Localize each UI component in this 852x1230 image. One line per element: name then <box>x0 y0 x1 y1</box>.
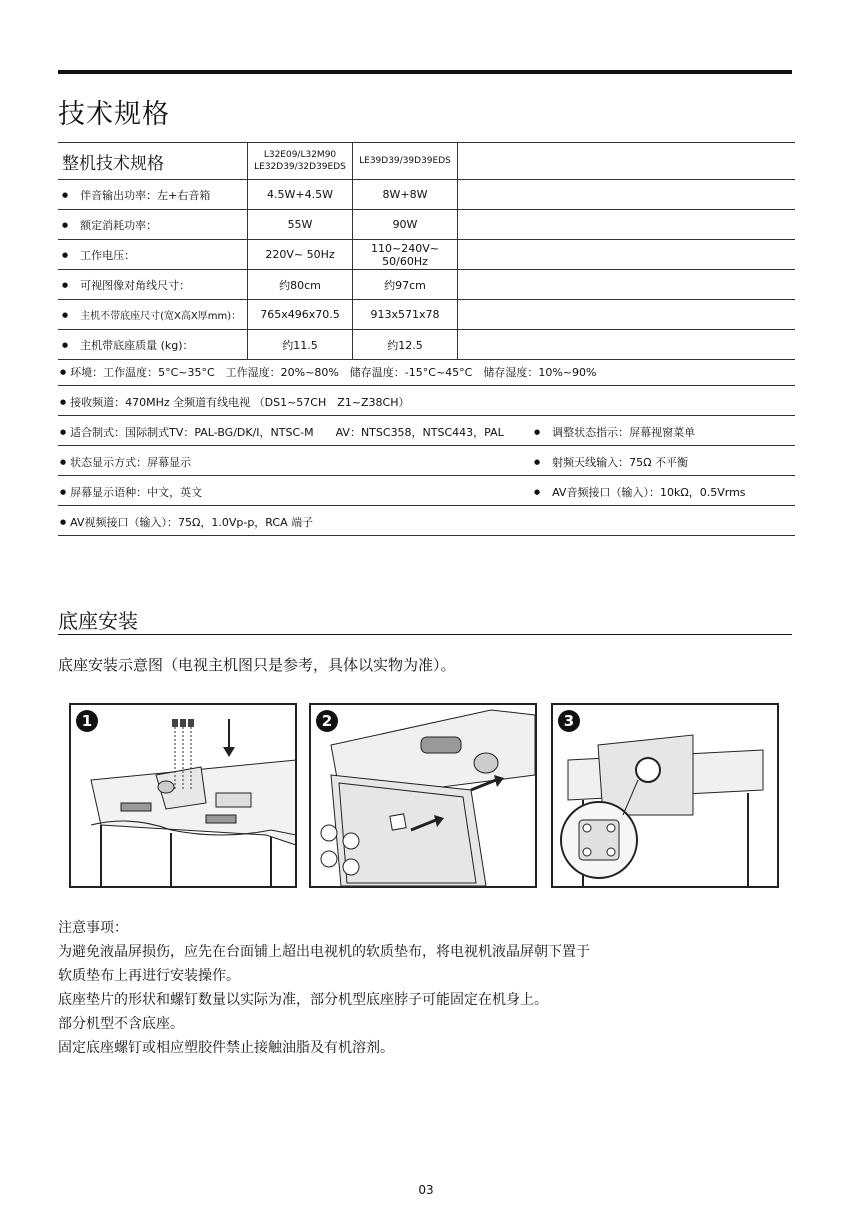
general-spec-row <box>58 506 795 536</box>
spec-label: ● 主机带底座质量 (kg)： <box>58 330 248 360</box>
top-rule <box>58 70 792 74</box>
general-spec-text: ● 屏幕显示语种：中文，英文 <box>60 484 202 500</box>
note-line: 固定底座螺钉或相应塑胶件禁止接触油脂及有机溶剂。 <box>58 1040 394 1056</box>
spec-value-b: 约97cm <box>353 270 458 300</box>
tv-back-detail-illustration <box>553 705 777 886</box>
tv-neck-screws-illustration <box>311 705 535 886</box>
spec-value-a: 约80cm <box>248 270 353 300</box>
spec-label: ● 额定消耗功率： <box>58 210 248 240</box>
spec-row <box>58 270 795 300</box>
page-title: 技术规格 <box>58 99 170 130</box>
spec-label: ● 伴音输出功率：左+右音箱 <box>58 180 248 210</box>
spec-row <box>58 330 795 360</box>
general-spec-text-right: ● 射频天线输入：75Ω 不平衡 <box>534 454 688 470</box>
spec-value-a: 4.5W+4.5W <box>248 180 353 210</box>
step-number-badge: 2 <box>316 710 338 732</box>
general-spec-text: ● 状态显示方式：屏幕显示 <box>60 454 191 470</box>
section-caption: 底座安装示意图（电视主机图只是参考，具体以实物为准）。 <box>58 656 456 674</box>
spec-row <box>58 240 795 270</box>
spec-label: ● 主机不带底座尺寸(宽X高X厚mm)： <box>58 300 248 330</box>
general-spec-text-right: ● 调整状态指示：屏幕视窗菜单 <box>534 424 695 440</box>
general-spec-text: ● 接收频道：470MHz 全频道有线电视 （DS1~57CH Z1~Z38CH） <box>60 394 410 410</box>
spec-row <box>58 300 795 330</box>
spec-row <box>58 180 795 210</box>
step-1-illustration <box>69 703 297 888</box>
spec-value-b: 8W+8W <box>353 180 458 210</box>
note-line: 部分机型不含底座。 <box>58 1016 184 1032</box>
spec-value-b: 约12.5 <box>353 330 458 360</box>
spec-value-b: 913x571x78 <box>353 300 458 330</box>
general-specs <box>58 356 795 536</box>
general-spec-row <box>58 476 795 506</box>
note-line: 为避免液晶屏损伤，应先在台面铺上超出电视机的软质垫布，将电视机液晶屏朝下置于 <box>58 944 590 960</box>
general-spec-row <box>58 356 795 386</box>
notes-block <box>58 916 590 1060</box>
tv-stand-screws-illustration <box>71 705 295 886</box>
spec-table <box>58 142 795 360</box>
note-line: 软质垫布上再进行安装操作。 <box>58 968 240 984</box>
spec-header-label: 整机技术规格 <box>58 143 248 180</box>
spec-label: ● 工作电压： <box>58 240 248 270</box>
spec-value-a: 约11.5 <box>248 330 353 360</box>
general-spec-text-right: ● AV音频接口（输入）：10kΩ，0.5Vrms <box>534 484 746 500</box>
general-spec-text: ● 适合制式：国际制式TV：PAL-BG/DK/I，NTSC-M AV：NTSC358，NTSC443，PAL <box>60 424 504 440</box>
spec-value-b: 110~240V~ 50/60Hz <box>353 240 458 270</box>
step-2-illustration <box>309 703 537 888</box>
general-spec-text: ● AV视频接口（输入）：75Ω，1.0Vp-p，RCA 端子 <box>60 514 313 530</box>
section-rule <box>58 634 792 635</box>
note-line: 底座垫片的形状和螺钉数量以实际为准，部分机型底座脖子可能固定在机身上。 <box>58 992 548 1008</box>
step-number-badge: 1 <box>76 710 98 732</box>
model-a-line2: LE32D39/32D39EDS <box>254 162 346 172</box>
spec-value-a: 765x496x70.5 <box>248 300 353 330</box>
step-number-badge: 3 <box>558 710 580 732</box>
notes-heading: 注意事项： <box>58 920 128 936</box>
model-b-header: LE39D39/39D39EDS <box>353 143 458 180</box>
page-number: 03 <box>418 1183 434 1197</box>
spec-value-a: 55W <box>248 210 353 240</box>
general-spec-text: ● 环境：工作温度：5°C~35°C 工作湿度：20%~80% 储存温度：-15°C~45°C 储存湿度：10%~90% <box>60 364 596 380</box>
spec-value-b: 90W <box>353 210 458 240</box>
spec-row <box>58 210 795 240</box>
spec-value-a: 220V~ 50Hz <box>248 240 353 270</box>
general-spec-row <box>58 416 795 446</box>
step-3-illustration <box>551 703 779 888</box>
section-title: 底座安装 <box>58 609 138 633</box>
general-spec-row <box>58 446 795 476</box>
model-a-line1: L32E09/L32M90 <box>263 150 337 160</box>
model-a-header <box>248 143 353 180</box>
spec-label: ● 可视图像对角线尺寸： <box>58 270 248 300</box>
general-spec-row <box>58 386 795 416</box>
spec-header-row <box>58 143 795 180</box>
